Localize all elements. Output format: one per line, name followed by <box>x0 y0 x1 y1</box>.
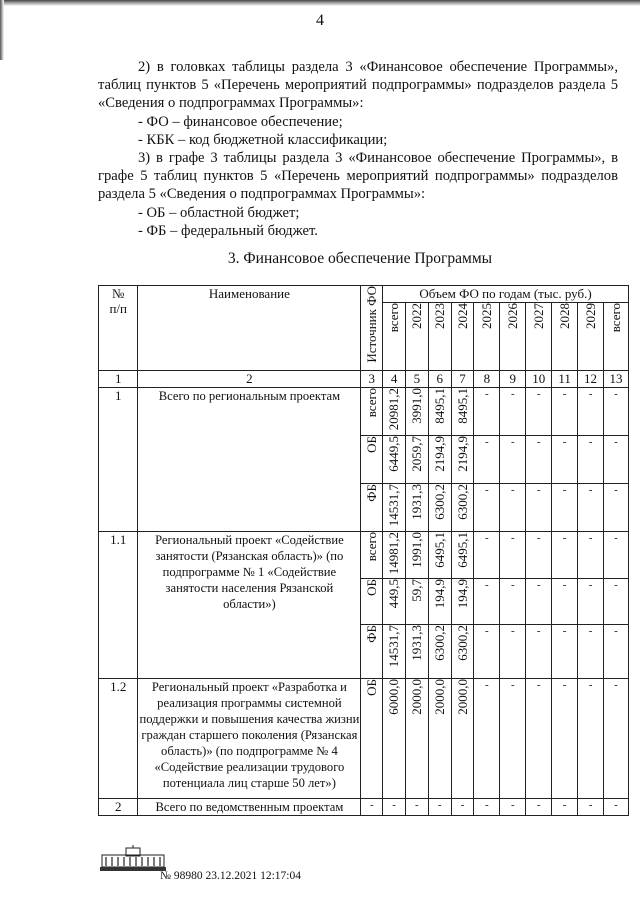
row-number: 1.2 <box>99 679 138 799</box>
page-number: 4 <box>316 12 324 29</box>
col-number: 1 <box>99 371 138 388</box>
cell-dash: - <box>526 388 552 436</box>
cell-total: 6449,5 <box>383 436 406 484</box>
definition-fb: - ФБ – федеральный бюджет. <box>138 222 318 239</box>
cell-dash: - <box>474 436 500 484</box>
header-year: 2022 <box>405 303 428 371</box>
cell-2023: 8495,1 <box>428 388 451 436</box>
cell-dash: - <box>526 484 552 532</box>
section-title: 3. Финансовое обеспечение Программы <box>227 250 493 267</box>
cell-dash: - <box>500 388 526 436</box>
header-year: 2023 <box>428 303 451 371</box>
cell-dash: - <box>578 388 604 436</box>
cell-dash: - <box>526 579 552 625</box>
cell-dash: - <box>405 799 428 816</box>
cell-2022: 1931,3 <box>405 484 428 532</box>
definition-kbk: - КБК – код бюджетной классификации; <box>138 131 388 148</box>
cell-total: 6000,0 <box>383 679 406 799</box>
row-name: Региональный проект «Разработка и реализация программы системной поддержки и повышения качества жизни граждан старшего поколения (Рязанская область)» (по подпрограмме № 4 «Содействие реализации трудового потенциала лиц старше 50 лет») <box>138 679 361 799</box>
col-number: 5 <box>405 371 428 388</box>
header-source: Источник ФО <box>361 286 383 371</box>
cell-dash: - <box>604 579 629 625</box>
cell-source: всего <box>361 388 383 436</box>
cell-2023: 194,9 <box>428 579 451 625</box>
cell-2023: 6300,2 <box>428 625 451 679</box>
table-row <box>99 388 629 436</box>
cell-2024: 2000,0 <box>451 679 474 799</box>
cell-dash: - <box>578 436 604 484</box>
cell-2022: 3991,0 <box>405 388 428 436</box>
registration-stamp: № 98980 23.12.2021 12:17:04 <box>160 870 301 882</box>
cell-dash: - <box>578 625 604 679</box>
cell-dash: - <box>604 532 629 579</box>
intro-paragraph-2: 2) в головках таблицы раздела 3 «Финансовое обеспечение Программы», таблиц пунктов 5 «Перечень мероприятий подпрограммы» подразделов раздела 5 «Сведения о подпрограммах Программы»: <box>98 59 618 112</box>
col-number: 13 <box>604 371 629 388</box>
cell-dash: - <box>552 799 578 816</box>
header-year: 2027 <box>526 303 552 371</box>
financing-table <box>98 285 629 816</box>
cell-dash: - <box>526 799 552 816</box>
cell-dash: - <box>361 799 383 816</box>
table-row <box>99 799 629 816</box>
building-stamp-icon <box>100 845 166 871</box>
cell-dash: - <box>474 679 500 799</box>
cell-2023: 2194,9 <box>428 436 451 484</box>
cell-dash: - <box>552 484 578 532</box>
cell-dash: - <box>428 799 451 816</box>
col-number: 10 <box>526 371 552 388</box>
header-year: 2025 <box>474 303 500 371</box>
cell-2023: 6495,1 <box>428 532 451 579</box>
cell-2023: 2000,0 <box>428 679 451 799</box>
column-numbers-row <box>99 371 629 388</box>
intro-text <box>98 58 618 240</box>
cell-dash: - <box>604 799 629 816</box>
cell-total: 14981,2 <box>383 532 406 579</box>
cell-2024: 6300,2 <box>451 625 474 679</box>
cell-dash: - <box>552 679 578 799</box>
cell-total: 14531,7 <box>383 625 406 679</box>
cell-total: 14531,7 <box>383 484 406 532</box>
cell-dash: - <box>526 532 552 579</box>
cell-dash: - <box>552 388 578 436</box>
cell-dash: - <box>604 484 629 532</box>
cell-2022: 1991,0 <box>405 532 428 579</box>
row-number: 1.1 <box>99 532 138 679</box>
cell-dash: - <box>552 532 578 579</box>
cell-source: ОБ <box>361 679 383 799</box>
cell-dash: - <box>552 625 578 679</box>
header-num: № п/п <box>99 286 138 371</box>
table-row <box>99 532 629 579</box>
cell-dash: - <box>604 388 629 436</box>
cell-2024: 6300,2 <box>451 484 474 532</box>
cell-dash: - <box>578 579 604 625</box>
col-number: 4 <box>383 371 406 388</box>
col-number: 2 <box>138 371 361 388</box>
intro-paragraph-3: 3) в графе 3 таблицы раздела 3 «Финансовое обеспечение Программы», в графе 5 таблиц пунктов 5 «Перечень мероприятий подпрограммы» подразделов раздела 5 «Сведения о подпрограммах Программы»: <box>98 150 618 203</box>
cell-2023: 6300,2 <box>428 484 451 532</box>
cell-dash: - <box>500 532 526 579</box>
cell-dash: - <box>578 484 604 532</box>
cell-dash: - <box>604 625 629 679</box>
scan-edge-top <box>0 0 640 6</box>
cell-2024: 2194,9 <box>451 436 474 484</box>
cell-source: ОБ <box>361 579 383 625</box>
cell-source: ОБ <box>361 436 383 484</box>
cell-dash: - <box>500 579 526 625</box>
cell-2022: 2059,7 <box>405 436 428 484</box>
cell-dash: - <box>383 799 406 816</box>
col-number: 12 <box>578 371 604 388</box>
header-year: 2029 <box>578 303 604 371</box>
cell-dash: - <box>500 484 526 532</box>
cell-dash: - <box>604 679 629 799</box>
cell-dash: - <box>578 679 604 799</box>
header-total: всего <box>383 303 406 371</box>
header-year: 2026 <box>500 303 526 371</box>
cell-dash: - <box>578 799 604 816</box>
col-number: 6 <box>428 371 451 388</box>
col-number: 9 <box>500 371 526 388</box>
header-year: 2024 <box>451 303 474 371</box>
cell-2022: 1931,3 <box>405 625 428 679</box>
col-number: 11 <box>552 371 578 388</box>
cell-dash: - <box>474 532 500 579</box>
col-number: 8 <box>474 371 500 388</box>
scan-edge-left <box>0 0 4 60</box>
cell-total: 449,5 <box>383 579 406 625</box>
cell-dash: - <box>526 679 552 799</box>
cell-dash: - <box>474 799 500 816</box>
col-number: 7 <box>451 371 474 388</box>
cell-dash: - <box>552 579 578 625</box>
cell-2024: 6495,1 <box>451 532 474 579</box>
row-name: Всего по региональным проектам <box>138 388 361 532</box>
header-total-end: всего <box>604 303 629 371</box>
cell-dash: - <box>552 436 578 484</box>
cell-dash: - <box>526 436 552 484</box>
cell-dash: - <box>500 799 526 816</box>
col-number: 3 <box>361 371 383 388</box>
cell-dash: - <box>526 625 552 679</box>
header-volume: Объем ФО по годам (тыс. руб.) <box>383 286 629 303</box>
row-name: Региональный проект «Содействие занятости (Рязанская область)» (по подпрограмме № 1 «Содействие занятости населения Рязанской области») <box>138 532 361 679</box>
row-number: 1 <box>99 388 138 532</box>
cell-source: ФБ <box>361 625 383 679</box>
table-row <box>99 679 629 799</box>
header-year: 2028 <box>552 303 578 371</box>
cell-dash: - <box>500 625 526 679</box>
cell-total: 20981,2 <box>383 388 406 436</box>
cell-dash: - <box>500 436 526 484</box>
cell-2022: 2000,0 <box>405 679 428 799</box>
cell-2024: 194,9 <box>451 579 474 625</box>
row-name: Всего по ведомственным проектам <box>138 799 361 816</box>
cell-dash: - <box>474 484 500 532</box>
cell-dash: - <box>474 579 500 625</box>
cell-dash: - <box>474 388 500 436</box>
definition-fo: - ФО – финансовое обеспечение; <box>138 113 343 130</box>
header-name: Наименование <box>138 286 361 371</box>
cell-source: ФБ <box>361 484 383 532</box>
cell-dash: - <box>500 679 526 799</box>
cell-dash: - <box>578 532 604 579</box>
cell-2024: 8495,1 <box>451 388 474 436</box>
cell-source: всего <box>361 532 383 579</box>
definition-ob: - ОБ – областной бюджет; <box>138 204 300 221</box>
cell-dash: - <box>451 799 474 816</box>
row-number: 2 <box>99 799 138 816</box>
cell-2022: 59,7 <box>405 579 428 625</box>
cell-dash: - <box>474 625 500 679</box>
cell-dash: - <box>604 436 629 484</box>
